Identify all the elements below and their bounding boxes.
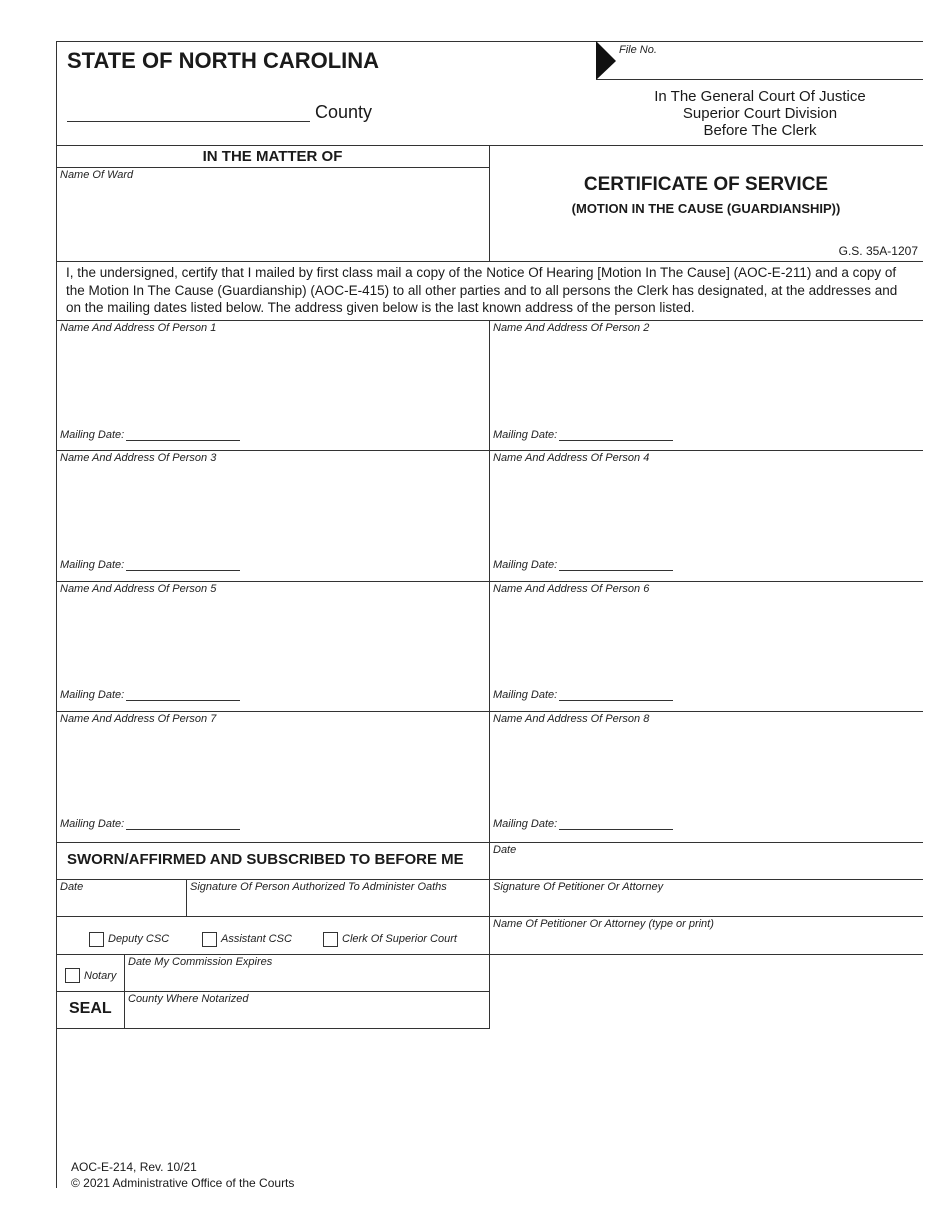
person-2-mailing-date[interactable]	[559, 428, 673, 441]
notary-checkbox[interactable]	[65, 968, 80, 983]
assistant-csc-label: Assistant CSC	[221, 933, 292, 945]
oath-signature-field[interactable]	[188, 894, 486, 914]
person-4-label: Name And Address Of Person 4	[493, 452, 650, 464]
person-6-mailing-date[interactable]	[559, 688, 673, 701]
file-no-marker-icon	[596, 41, 618, 81]
ward-name-label: Name Of Ward	[60, 169, 134, 181]
county-line[interactable]	[67, 103, 310, 122]
persons-row-divider-4	[56, 842, 923, 843]
ward-name-field[interactable]	[58, 183, 486, 258]
person-5-address-field[interactable]	[58, 597, 486, 685]
person-2-address-field[interactable]	[491, 336, 919, 424]
person-6-label: Name And Address Of Person 6	[493, 583, 650, 595]
person-3-address-field[interactable]	[58, 466, 486, 554]
county-label: County	[315, 102, 373, 122]
person-1-label: Name And Address Of Person 1	[60, 322, 217, 334]
deputy-csc-checkbox[interactable]	[89, 932, 104, 947]
petitioner-name-label: Name Of Petitioner Or Attorney (type or print)	[493, 918, 714, 930]
clerk-superior-court-label: Clerk Of Superior Court	[342, 933, 457, 945]
person-6-mailing-label: Mailing Date:	[493, 689, 558, 701]
court-line-1: In The General Court Of Justice	[654, 88, 866, 105]
commission-expires-field[interactable]	[126, 970, 486, 990]
petitioner-date-field[interactable]	[491, 858, 919, 878]
deputy-csc-label: Deputy CSC	[108, 933, 170, 945]
copyright: © 2021 Administrative Office of the Courts	[71, 1176, 295, 1190]
person-2-mailing-label: Mailing Date:	[493, 429, 558, 441]
person-7-label: Name And Address Of Person 7	[60, 713, 217, 725]
person-1-mailing-label: Mailing Date:	[60, 429, 125, 441]
person-5-mailing-label: Mailing Date:	[60, 689, 125, 701]
left-border	[56, 41, 57, 1188]
person-3-mailing-label: Mailing Date:	[60, 559, 125, 571]
persons-row-divider-3	[56, 711, 923, 712]
statute-reference: G.S. 35A-1207	[838, 244, 918, 258]
sworn-bottom-border	[56, 1028, 490, 1029]
sworn-date-label: Date	[60, 881, 84, 893]
sworn-date-field[interactable]	[58, 894, 184, 914]
person-8-mailing-label: Mailing Date:	[493, 818, 558, 830]
notary-label: Notary	[84, 970, 117, 982]
form-id: AOC-E-214, Rev. 10/21	[71, 1160, 197, 1174]
person-7-address-field[interactable]	[58, 727, 486, 815]
person-7-mailing-label: Mailing Date:	[60, 818, 125, 830]
person-5-mailing-date[interactable]	[126, 688, 240, 701]
form-title: CERTIFICATE OF SERVICE	[583, 174, 829, 195]
commission-expires-label: Date My Commission Expires	[128, 956, 273, 968]
petitioner-date-label: Date	[493, 844, 517, 856]
matter-heading-underline	[56, 167, 489, 168]
person-1-address-field[interactable]	[58, 336, 486, 424]
person-4-address-field[interactable]	[491, 466, 919, 554]
file-no-label: File No.	[619, 44, 657, 56]
oath-signature-label: Signature Of Person Authorized To Administer Oaths	[190, 881, 447, 893]
petitioner-name-field[interactable]	[491, 932, 919, 952]
person-4-mailing-label: Mailing Date:	[493, 559, 558, 571]
county-notarized-field[interactable]	[126, 1007, 486, 1027]
section-divider-2	[56, 261, 923, 262]
person-8-address-field[interactable]	[491, 727, 919, 815]
sworn-divider-3	[56, 954, 923, 955]
assistant-csc-checkbox[interactable]	[202, 932, 217, 947]
person-8-label: Name And Address Of Person 8	[493, 713, 650, 725]
seal-label: SEAL	[69, 1000, 112, 1017]
person-6-address-field[interactable]	[491, 597, 919, 685]
state-title: STATE OF NORTH CAROLINA	[67, 48, 380, 73]
certification-text: I, the undersigned, certify that I mailed by first class mail a copy of the Notice Of Hearing [Motion In The Cause] (AOC-E-211) and a copy of the Motion In The Cause (Guardianship) (AOC-E-415) to all other parties and to all persons the Clerk has designated, at the addresses and on the mailing dates listed below. The address given below is the last known address of the person listed.	[66, 265, 898, 315]
persons-row-divider-1	[56, 450, 923, 451]
person-7-mailing-date[interactable]	[126, 817, 240, 830]
petitioner-signature-label: Signature Of Petitioner Or Attorney	[493, 881, 664, 893]
notary-divider	[56, 991, 490, 992]
sworn-date-divider	[186, 879, 187, 916]
person-8-mailing-date[interactable]	[559, 817, 673, 830]
form-subtitle: (MOTION IN THE CAUSE (GUARDIANSHIP))	[571, 201, 841, 216]
person-2-label: Name And Address Of Person 2	[493, 322, 650, 334]
person-5-label: Name And Address Of Person 5	[60, 583, 217, 595]
matter-heading: IN THE MATTER OF	[202, 148, 343, 165]
person-4-mailing-date[interactable]	[559, 558, 673, 571]
person-3-label: Name And Address Of Person 3	[60, 452, 217, 464]
county-notarized-label: County Where Notarized	[128, 993, 249, 1005]
petitioner-signature-field[interactable]	[491, 894, 919, 914]
person-3-mailing-date[interactable]	[126, 558, 240, 571]
persons-column-divider	[489, 320, 490, 1029]
sworn-divider-2	[56, 916, 923, 917]
top-border	[56, 41, 923, 42]
person-1-mailing-date[interactable]	[126, 428, 240, 441]
file-no-line[interactable]	[596, 79, 923, 80]
court-line-2: Superior Court Division	[682, 105, 838, 122]
sworn-heading: SWORN/AFFIRMED AND SUBSCRIBED TO BEFORE ME	[67, 851, 464, 868]
persons-row-divider-2	[56, 581, 923, 582]
court-line-3: Before The Clerk	[703, 122, 817, 139]
clerk-superior-court-checkbox[interactable]	[323, 932, 338, 947]
